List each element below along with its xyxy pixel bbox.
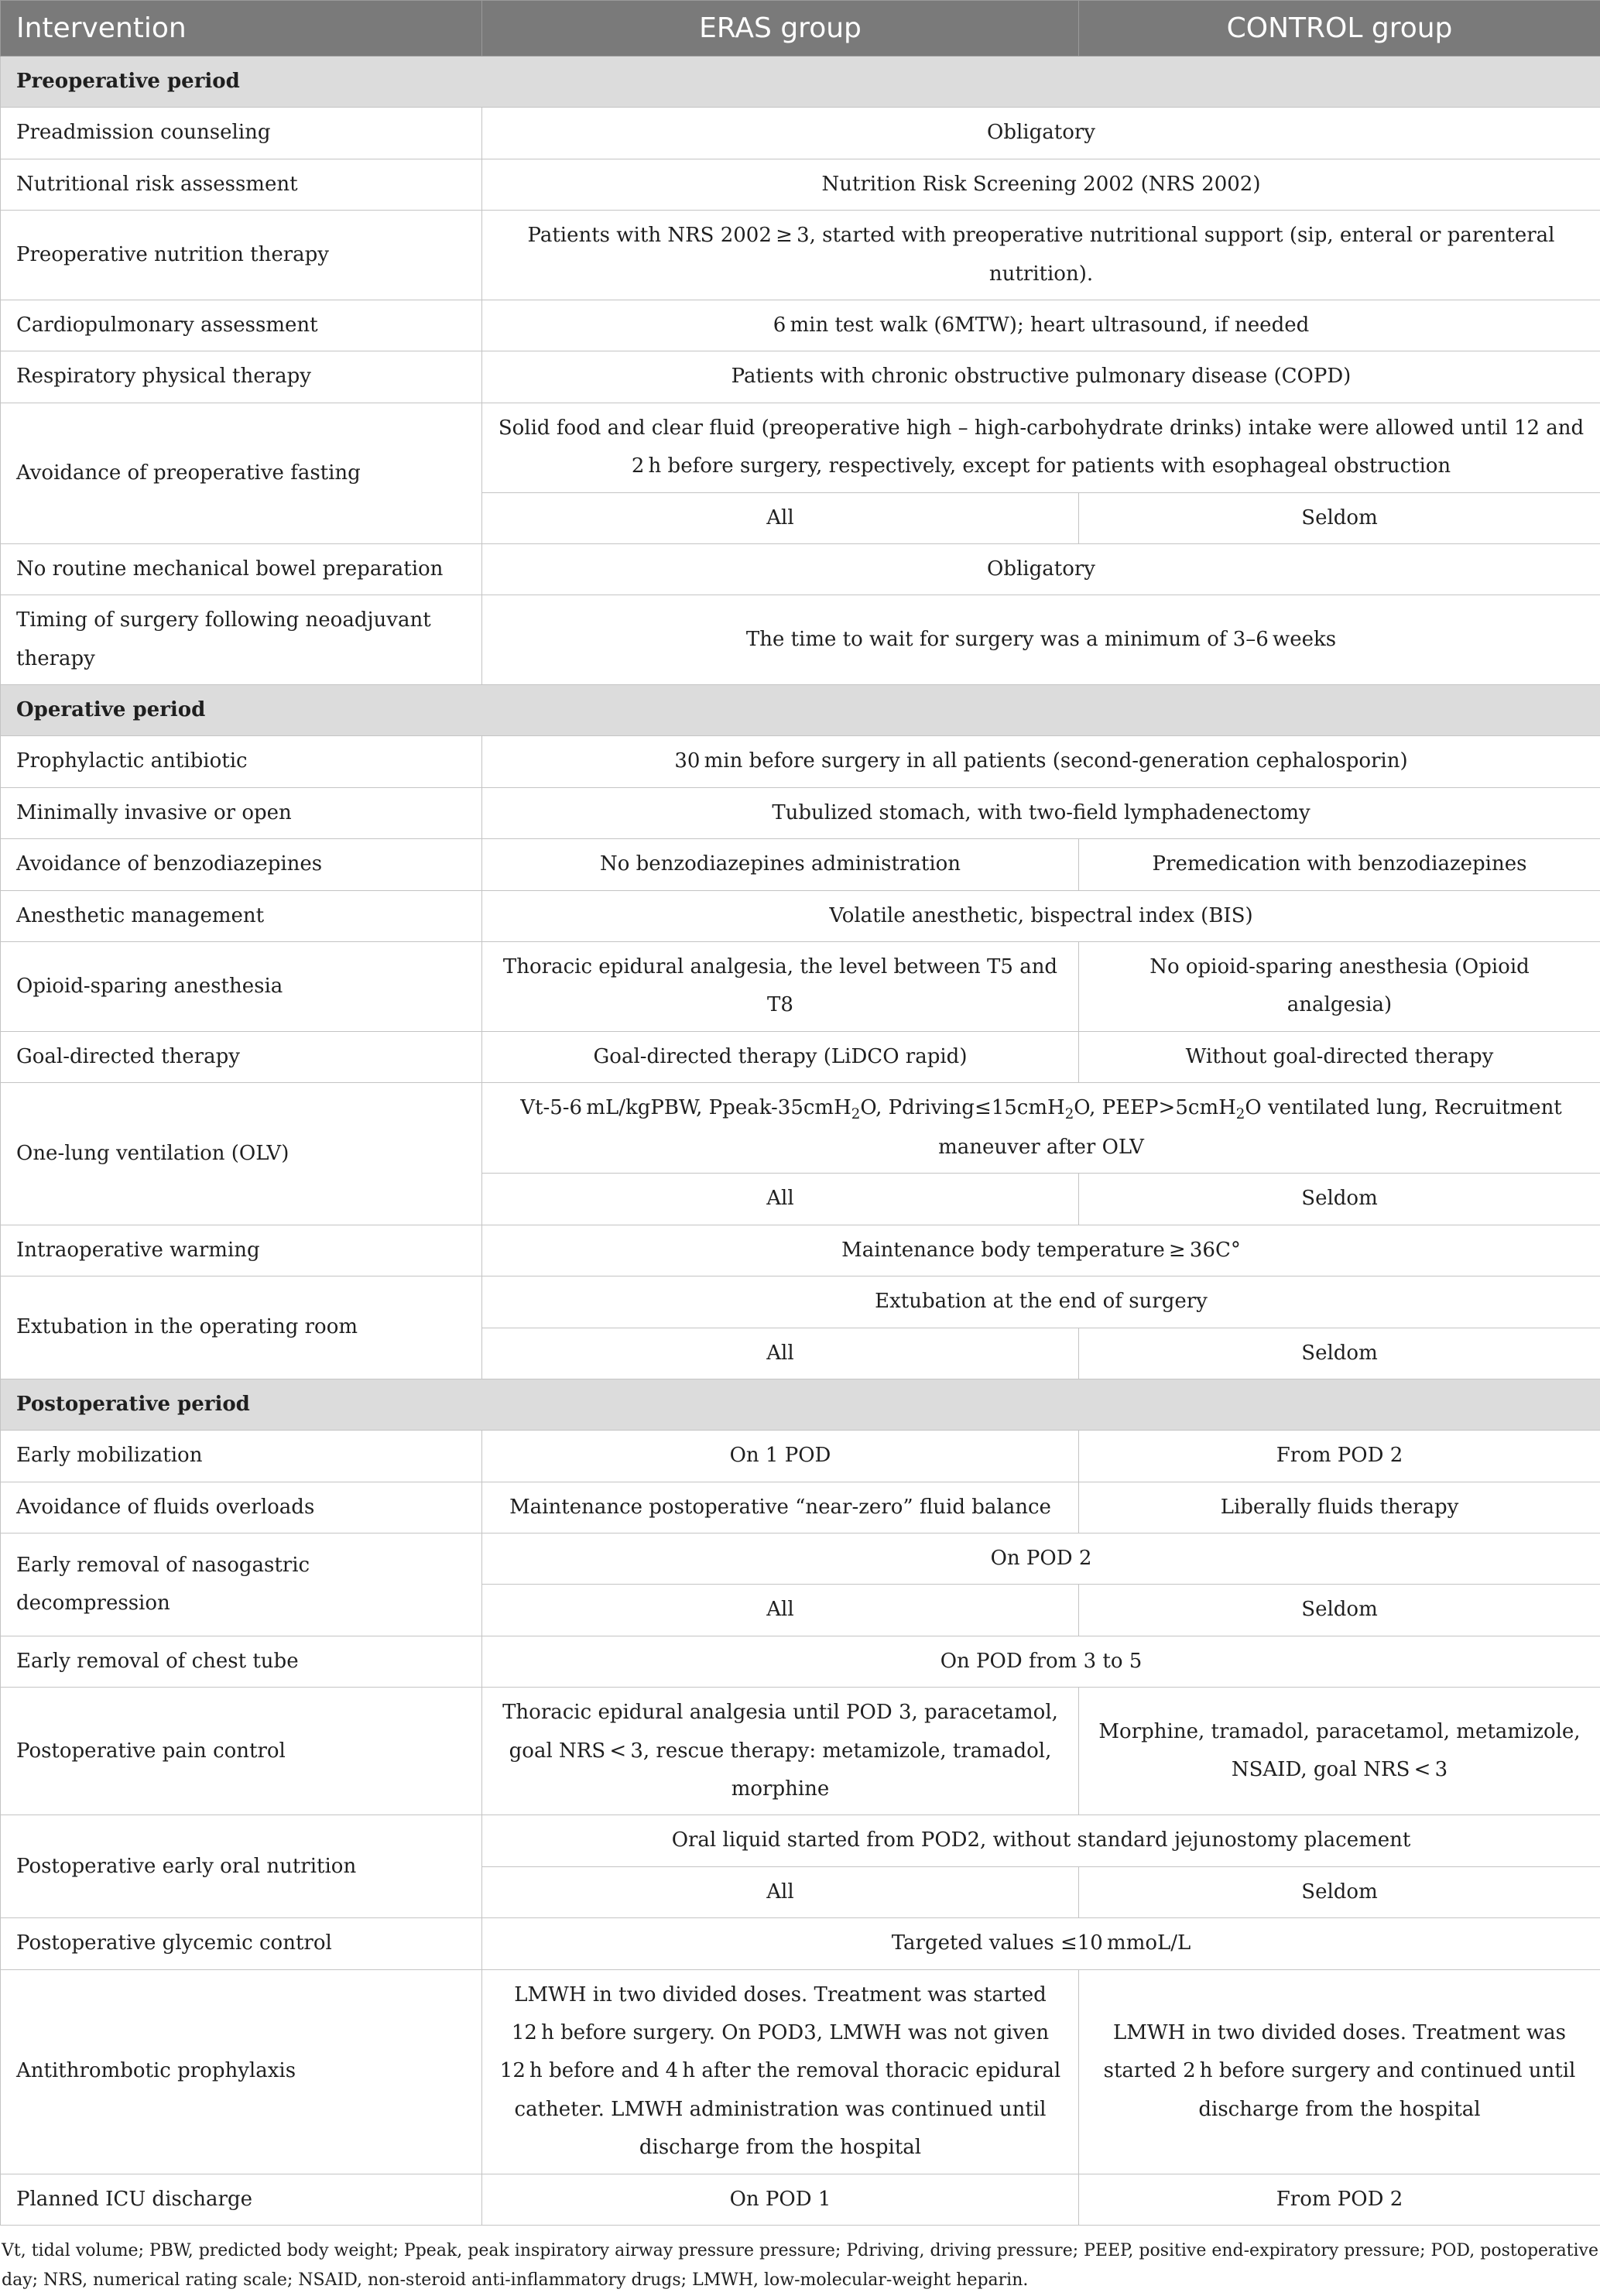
row-label: Early mobilization <box>1 1431 482 1482</box>
row-label: Respiratory physical therapy <box>1 351 482 403</box>
table-row <box>1 890 1600 941</box>
row-label: Postoperative early oral nutrition <box>1 1815 482 1918</box>
header-eras: ERAS group <box>482 1 1079 57</box>
row-label: Preadmission counseling <box>1 108 482 159</box>
row-value-both: Solid food and clear fluid (preoperative high – high-carbohydrate drinks) intake were allowed until 12 and 2 h before surgery, respectively, except for patients with esophageal obstruction <box>482 403 1600 492</box>
row-label: Intraoperative warming <box>1 1225 482 1276</box>
table-row <box>1 351 1600 403</box>
table-row <box>1 1688 1600 1815</box>
row-value-both: Obligatory <box>482 108 1600 159</box>
row-value-eras: All <box>482 1328 1079 1379</box>
row-value-control: From POD 2 <box>1079 1431 1600 1482</box>
row-value-eras: LMWH in two divided doses. Treatment was started 12 h before surgery. On POD3, LMWH was not given 12 h before and 4 h after the removal thoracic epidural catheter. LMWH administration was continued until discharge from the hospital <box>482 1969 1079 2174</box>
row-value-eras: No benzodiazepines administration <box>482 839 1079 890</box>
row-value-control: Premedication with benzodiazepines <box>1079 839 1600 890</box>
row-label: Goal-directed therapy <box>1 1031 482 1082</box>
table-row <box>1 595 1600 685</box>
table-row <box>1 787 1600 838</box>
table-row <box>1 1636 1600 1687</box>
row-value-both: Oral liquid started from POD2, without standard jejunostomy placement <box>482 1815 1600 1866</box>
row-value-control: Seldom <box>1079 1866 1600 1917</box>
row-value-both: Tubulized stomach, with two-field lymphadenectomy <box>482 787 1600 838</box>
olv-text-part: O, Pdriving≤15cmH <box>860 1096 1064 1119</box>
row-label: Postoperative glycemic control <box>1 1918 482 1969</box>
row-value-both: On POD from 3 to 5 <box>482 1636 1600 1687</box>
row-label: Planned ICU discharge <box>1 2174 482 2225</box>
table-row <box>1 942 1600 1032</box>
table-row <box>1 300 1600 351</box>
row-label: Prophylactic antibiotic <box>1 736 482 787</box>
row-value-eras: Goal-directed therapy (LiDCO rapid) <box>482 1031 1079 1082</box>
row-value-both: The time to wait for surgery was a minimum of 3–6 weeks <box>482 595 1600 685</box>
row-value-both: Extubation at the end of surgery <box>482 1277 1600 1328</box>
row-value-eras: On POD 1 <box>482 2174 1079 2225</box>
row-value-both: Nutrition Risk Screening 2002 (NRS 2002) <box>482 159 1600 210</box>
section-preoperative: Preoperative period <box>1 57 1600 108</box>
row-value-eras: All <box>482 1866 1079 1917</box>
table-row <box>1 1482 1600 1533</box>
olv-text-part: Vt-5-6 mL/kgPBW, Ppeak-35cmH <box>520 1096 851 1119</box>
table-row <box>1 839 1600 890</box>
row-label: Nutritional risk assessment <box>1 159 482 210</box>
table-row <box>1 1431 1600 1482</box>
row-value-both: 6 min test walk (6MTW); heart ultrasound, if needed <box>482 300 1600 351</box>
row-label: Antithrombotic prophylaxis <box>1 1969 482 2174</box>
table-row <box>1 1534 1600 1585</box>
table-row <box>1 1815 1600 1866</box>
row-label: Timing of surgery following neoadjuvant therapy <box>1 595 482 685</box>
section-row <box>1 1379 1600 1430</box>
row-value-eras: Thoracic epidural analgesia, the level between T5 and T8 <box>482 942 1079 1032</box>
header-row <box>1 1 1600 57</box>
table-row <box>1 403 1600 492</box>
section-operative: Operative period <box>1 685 1600 736</box>
row-value-control: No opioid-sparing anesthesia (Opioid analgesia) <box>1079 942 1600 1032</box>
table-row <box>1 2174 1600 2225</box>
table-row <box>1 543 1600 595</box>
row-value-both: 30 min before surgery in all patients (second-generation cephalosporin) <box>482 736 1600 787</box>
row-label: Extubation in the operating room <box>1 1277 482 1379</box>
row-value-both: Patients with chronic obstructive pulmonary disease (COPD) <box>482 351 1600 403</box>
table-row <box>1 1918 1600 1969</box>
row-value-control: Seldom <box>1079 1585 1600 1636</box>
row-value-control: Seldom <box>1079 1328 1600 1379</box>
row-label: Early removal of chest tube <box>1 1636 482 1687</box>
table-row <box>1 1969 1600 2174</box>
row-label: Avoidance of preoperative fasting <box>1 403 482 543</box>
table-row <box>1 108 1600 159</box>
row-value-eras: All <box>482 492 1079 543</box>
row-value-control: Seldom <box>1079 492 1600 543</box>
olv-text-part: O ventilated lung, Recruitment maneuver after OLV <box>938 1096 1562 1159</box>
header-control: CONTROL group <box>1079 1 1600 57</box>
row-value-both <box>482 1083 1600 1174</box>
table-row <box>1 159 1600 210</box>
row-value-both: Patients with NRS 2002 ≥ 3, started with preoperative nutritional support (sip, enteral or parenteral nutrition). <box>482 211 1600 300</box>
table-row <box>1 1225 1600 1276</box>
row-value-control: LMWH in two divided doses. Treatment was started 2 h before surgery and continued until discharge from the hospital <box>1079 1969 1600 2174</box>
row-label: Avoidance of fluids overloads <box>1 1482 482 1533</box>
row-value-both: Maintenance body temperature ≥ 36C° <box>482 1225 1600 1276</box>
row-value-both: On POD 2 <box>482 1534 1600 1585</box>
olv-text-part: O, PEEP>5cmH <box>1074 1096 1236 1119</box>
row-value-control: Without goal-directed therapy <box>1079 1031 1600 1082</box>
row-value-control: Liberally fluids therapy <box>1079 1482 1600 1533</box>
row-label: Minimally invasive or open <box>1 787 482 838</box>
row-value-control: Seldom <box>1079 1174 1600 1225</box>
row-value-eras: Thoracic epidural analgesia until POD 3, paracetamol, goal NRS < 3, rescue therapy: metamizole, tramadol, morphine <box>482 1688 1079 1815</box>
row-value-control: From POD 2 <box>1079 2174 1600 2225</box>
row-value-eras: All <box>482 1585 1079 1636</box>
row-value-eras: All <box>482 1174 1079 1225</box>
table-row <box>1 736 1600 787</box>
header-intervention: Intervention <box>1 1 482 57</box>
row-label: One-lung ventilation (OLV) <box>1 1083 482 1225</box>
row-value-control: Morphine, tramadol, paracetamol, metamizole, NSAID, goal NRS < 3 <box>1079 1688 1600 1815</box>
table-row <box>1 211 1600 300</box>
section-postoperative: Postoperative period <box>1 1379 1600 1430</box>
row-label: Avoidance of benzodiazepines <box>1 839 482 890</box>
row-label: Postoperative pain control <box>1 1688 482 1815</box>
row-value-both: Volatile anesthetic, bispectral index (BIS) <box>482 890 1600 941</box>
table-row <box>1 1277 1600 1328</box>
row-label: Preoperative nutrition therapy <box>1 211 482 300</box>
table-row <box>1 1031 1600 1082</box>
row-value-eras: On 1 POD <box>482 1431 1079 1482</box>
table-footnote: Vt, tidal volume; PBW, predicted body weight; Ppeak, peak inspiratory airway pressure pressure; Pdriving, driving pressure; PEEP, positive end-expiratory pressure; POD, postoperative day; NRS, numerical rating scale; NSAID, non-steroid anti-inflammatory drugs; LMWH, low-molecular-weight heparin. <box>0 2226 1600 2296</box>
olv-subscript: 2 <box>1236 1106 1245 1122</box>
section-row <box>1 57 1600 108</box>
row-value-both: Obligatory <box>482 543 1600 595</box>
row-label: Anesthetic management <box>1 890 482 941</box>
table-row <box>1 1083 1600 1174</box>
row-label: Opioid-sparing anesthesia <box>1 942 482 1032</box>
section-row <box>1 685 1600 736</box>
olv-subscript: 2 <box>851 1106 861 1122</box>
row-value-eras: Maintenance postoperative “near-zero” fluid balance <box>482 1482 1079 1533</box>
row-value-both: Targeted values ≤10 mmoL/L <box>482 1918 1600 1969</box>
row-label: Cardiopulmonary assessment <box>1 300 482 351</box>
olv-subscript: 2 <box>1065 1106 1074 1122</box>
row-label: Early removal of nasogastric decompression <box>1 1534 482 1636</box>
row-label: No routine mechanical bowel preparation <box>1 543 482 595</box>
